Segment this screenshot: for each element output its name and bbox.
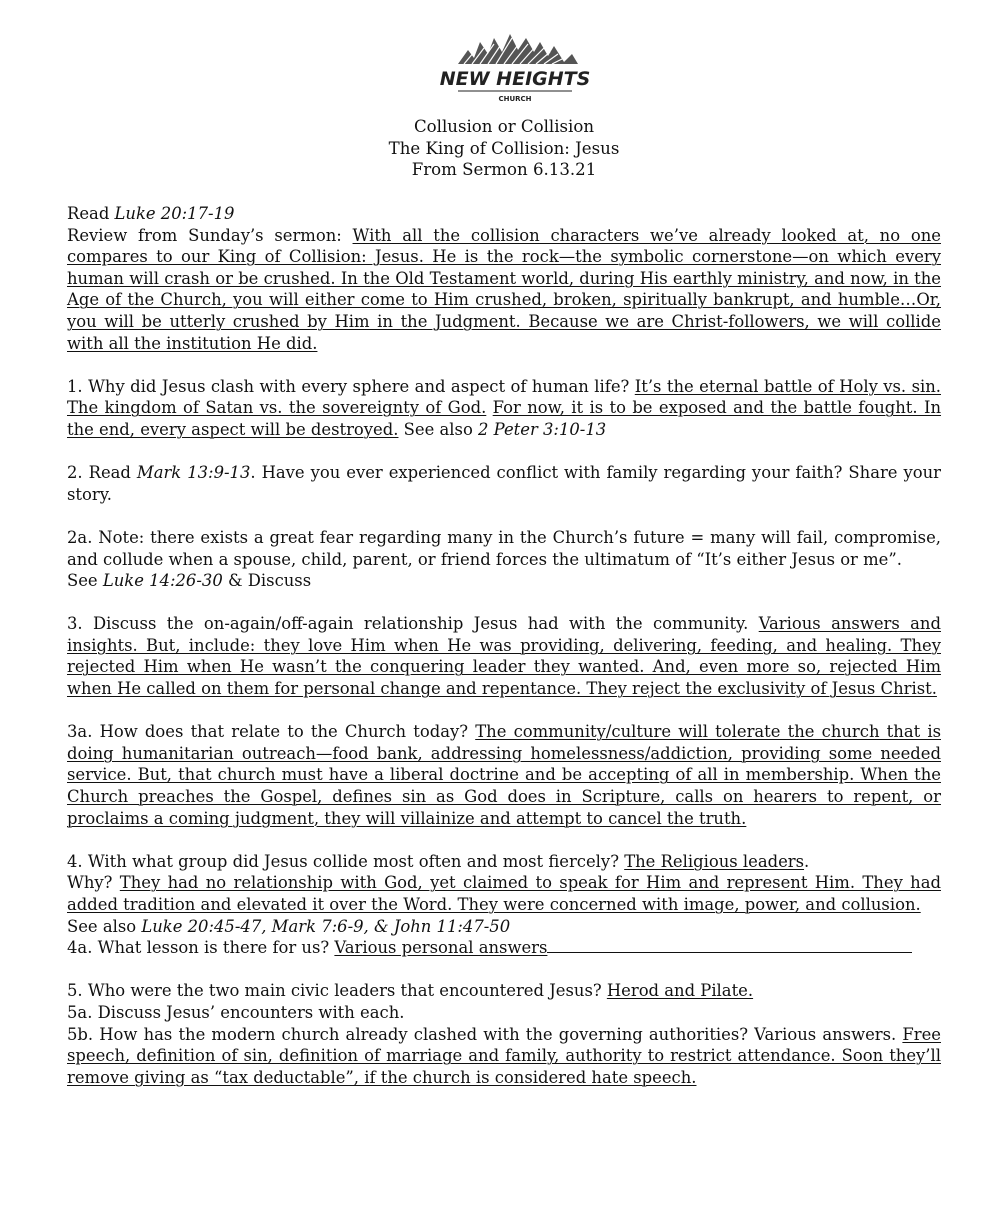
answer-text: It’s the eternal battle of Holy vs. sin. The kingdom of Satan vs. the sovereignty of God. (67, 376, 941, 418)
scripture-ref: Luke 20:17-19 (114, 204, 235, 223)
see-label: See (67, 571, 103, 591)
question-text: 3a. How does that relate to the Church today? (67, 722, 476, 742)
question-5 (67, 980, 941, 1088)
answer-blank-line (547, 938, 912, 953)
answer-text: Herod and Pilate. (606, 981, 754, 1001)
question-text: 4. With what group did Jesus collide most often and most fiercely? (67, 851, 625, 871)
answer-text-continued: For now, it is to be exposed and the battle fought. In the end, every aspect will be destroyed. (67, 398, 942, 439)
question-5b (67, 1025, 941, 1087)
review-answer: With all the collision characters we’ve already looked at, no one compares to our King of Collision: Jesus. He is the rock—the symbolic cornerstone—on which every human will crash or be crushed. In the Old Testament world, during His earthly ministry, and now, in the Age of the Church, you will either come to Him crushed, broken, spiritually bankrupt, and humble…Or, you will be utterly crushed by Him in the Judgment. Because we are Christ-followers, we will collide with all the institution He did. (67, 225, 941, 353)
question-2a (67, 527, 941, 592)
question-text: 5. Who were the two main civic leaders that encountered Jesus? (67, 981, 607, 1001)
why-label: Why? (67, 873, 120, 893)
question-text: 5b. How has the modern church already clashed with the governing authorities? Various answers. (67, 1024, 903, 1044)
question-text: 3. Discuss the on-again/off-again relationship Jesus had with the community. (67, 614, 759, 634)
answer-punctuation: . (804, 851, 810, 871)
document-subtitle: The King of Collision: Jesus (388, 138, 620, 158)
logo-wordmark: NEW HEIGHTS (440, 68, 590, 90)
discuss-label: & Discuss (222, 571, 312, 591)
question-text: 4a. What lesson is there for us? (67, 938, 335, 958)
why-answer: They had no relationship with God, yet claimed to speak for Him and represent Him. They had added tradition and elevated it over the Word. They were concerned with image, power, and collusion. (67, 873, 941, 914)
scripture-ref: Luke 14:26-30 (102, 571, 223, 591)
answer-text: Various answers and insights. But, include: they love Him when He was providing, delivering, feeding, and healing. They rejected Him when He wasn’t the conquering leader they wanted. And, even more so, rejected Him when He called on them for personal change and repentance. They reject the exclusivity of Jesus Christ. (67, 614, 941, 699)
document-title: Collusion or Collision (413, 117, 595, 136)
question-text: 2a. Note: there exists a great fear regarding many in the Church’s future = many will fail, compromise, and collude when a spouse, child, parent, or friend forces the ultimatum of “It’s either Jesus or me”. (67, 527, 941, 569)
mountain-logo-icon (440, 28, 590, 106)
answer-text: Various personal answers (334, 938, 548, 958)
scripture-ref: 2 Peter 3:10-13 (478, 419, 607, 439)
study-guide-body (67, 203, 941, 1088)
church-logo (440, 28, 590, 106)
read-prefix: 2. Read (67, 463, 137, 483)
logo-subtext: CHURCH (498, 95, 532, 103)
question-4 (67, 851, 941, 959)
see-also-label: See also (67, 916, 142, 936)
intro-section (67, 203, 941, 354)
question-3a (67, 721, 941, 829)
read-line (67, 203, 941, 225)
review-label: Review from Sunday’s sermon: (67, 225, 353, 245)
question-5a: 5a. Discuss Jesus’ encounters with each. (67, 1002, 405, 1022)
question-3 (67, 613, 941, 699)
read-prefix: Read (67, 204, 115, 223)
document-source: From Sermon 6.13.21 (411, 160, 597, 180)
question-1 (67, 376, 941, 441)
question-4a (67, 937, 941, 959)
scripture-ref: Mark 13:9-13 (136, 463, 251, 483)
answer-text: The Religious leaders (624, 851, 805, 871)
scripture-ref: Luke 20:45-47, Mark 7:6-9, & John 11:47-50 (141, 916, 511, 936)
question-2 (67, 462, 941, 505)
see-also-label: See also (398, 419, 479, 439)
answer-text: Free speech, definition of sin, definition of marriage and family, authority to restrict attendance. Soon they’ll remove giving as “tax deductable”, if the church is considered hate speech. (67, 1024, 941, 1087)
question-text: . Have you ever experienced conflict with family regarding your faith? Share your story. (67, 463, 942, 504)
document-header (0, 116, 1000, 181)
question-text: 1. Why did Jesus clash with every sphere and aspect of human life? (67, 376, 635, 396)
answer-text: The community/culture will tolerate the church that is doing humanitarian outreach—food bank, addressing homelessness/addiction, providing some needed service. But, that church must have a liberal doctrine and be accepting of all in membership. When the Church preaches the Gospel, defines sin as God does in Scripture, calls on hearers to repent, or proclaims a coming judgment, they will villainize and attempt to cancel the truth. (67, 722, 941, 828)
